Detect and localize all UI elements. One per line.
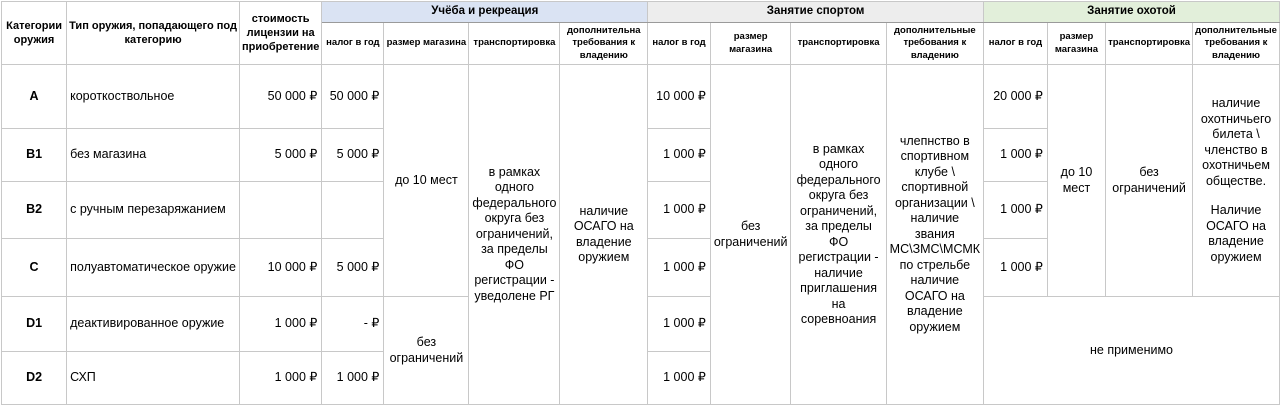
group-sport-title: Занятие спортом <box>648 2 984 23</box>
study-tax-cell: 1 000 ₽ <box>322 352 384 405</box>
category-cell: B1 <box>2 129 67 182</box>
category-cell: A <box>2 65 67 129</box>
license-cost-cell: 50 000 ₽ <box>239 65 321 129</box>
weapon-type-cell: СХП <box>67 352 240 405</box>
hunt-tax-cell: 1 000 ₽ <box>984 129 1048 182</box>
weapon-category-table <box>1 1 1280 405</box>
study-magazine-unlimited: без ограничений <box>384 297 469 405</box>
hunt-extra-cell <box>1193 65 1280 297</box>
table-row <box>2 65 1280 129</box>
sport-tax-header: налог в год <box>648 23 711 65</box>
weapon-type-cell: короткоствольное <box>67 65 240 129</box>
group-hunt-title: Занятие охотой <box>984 2 1280 23</box>
hunt-extra-insurance: Наличие ОСАГО на владение оружием <box>1206 203 1266 264</box>
study-tax-cell <box>322 182 384 239</box>
license-cost-cell <box>239 182 321 239</box>
category-cell: B2 <box>2 182 67 239</box>
study-tax-cell: 5 000 ₽ <box>322 239 384 297</box>
header-license-cost: стоимость лицензии на приобретение <box>239 2 321 65</box>
category-cell: D1 <box>2 297 67 352</box>
hunt-transport-cell: без ограничений <box>1106 65 1193 297</box>
study-tax-cell: - ₽ <box>322 297 384 352</box>
sport-tax-cell: 1 000 ₽ <box>648 182 711 239</box>
weapon-type-cell: деактивированное оружие <box>67 297 240 352</box>
license-cost-cell: 1 000 ₽ <box>239 352 321 405</box>
license-cost-cell: 1 000 ₽ <box>239 297 321 352</box>
sport-tax-cell: 1 000 ₽ <box>648 352 711 405</box>
category-cell: C <box>2 239 67 297</box>
sport-tax-cell: 1 000 ₽ <box>648 239 711 297</box>
hunt-tax-header: налог в год <box>984 23 1048 65</box>
header-category: Категории оружия <box>2 2 67 65</box>
study-magazine-limited: до 10 мест <box>384 65 469 297</box>
study-tax-cell: 5 000 ₽ <box>322 129 384 182</box>
weapon-type-cell: без магазина <box>67 129 240 182</box>
header-group-row <box>2 2 1280 23</box>
study-extra-cell: наличие ОСАГО на владение оружием <box>560 65 648 405</box>
sport-tax-cell: 10 000 ₽ <box>648 65 711 129</box>
hunt-tax-cell: 1 000 ₽ <box>984 182 1048 239</box>
hunt-tax-cell: 1 000 ₽ <box>984 239 1048 297</box>
weapon-type-cell: с ручным перезаряжанием <box>67 182 240 239</box>
hunt-magazine-header: размер магазина <box>1047 23 1105 65</box>
hunt-extra-header: дополнительные требования к владению <box>1193 23 1280 65</box>
sport-magazine-cell: без ограничений <box>710 65 791 405</box>
study-transport-cell: в рамках одного федерального округа без ограничений, за пределы ФО регистрации - уведолене РГ <box>469 65 560 405</box>
study-magazine-header: размер магазина <box>384 23 469 65</box>
category-cell: D2 <box>2 352 67 405</box>
sport-extra-header: дополнительные требования к владению <box>886 23 983 65</box>
sport-tax-cell: 1 000 ₽ <box>648 129 711 182</box>
sport-magazine-header: размер магазина <box>710 23 791 65</box>
sport-extra-cell: члепнство в спортивном клубе \ спортивной организации \ наличие звания МС\ЗМС\МСМК по стрельбе наличие ОСАГО на владение оружием <box>886 65 983 405</box>
sport-transport-header: транспортировка <box>791 23 886 65</box>
hunt-extra-license: наличие охотничьего билета \ членство в охотничьем обществе. <box>1200 96 1272 188</box>
sport-tax-cell: 1 000 ₽ <box>648 297 711 352</box>
hunt-not-applicable: не применимо <box>984 297 1280 405</box>
hunt-transport-header: транспортировка <box>1106 23 1193 65</box>
hunt-magazine-cell: до 10 мест <box>1047 65 1105 297</box>
group-study-title: Учёба и рекреация <box>322 2 648 23</box>
hunt-tax-cell: 20 000 ₽ <box>984 65 1048 129</box>
license-cost-cell: 10 000 ₽ <box>239 239 321 297</box>
weapon-type-cell: полуавтоматическое оружие <box>67 239 240 297</box>
study-transport-header: транспортировка <box>469 23 560 65</box>
study-extra-header: дополнительна требования к владению <box>560 23 648 65</box>
sport-transport-cell: в рамках одного федерального округа без ограничений, за пределы ФО регистрации - наличие приглашения на соревноания <box>791 65 886 405</box>
header-weapon-type: Тип оружия, попадающего под категорию <box>67 2 240 65</box>
study-tax-cell: 50 000 ₽ <box>322 65 384 129</box>
license-cost-cell: 5 000 ₽ <box>239 129 321 182</box>
study-tax-header: налог в год <box>322 23 384 65</box>
